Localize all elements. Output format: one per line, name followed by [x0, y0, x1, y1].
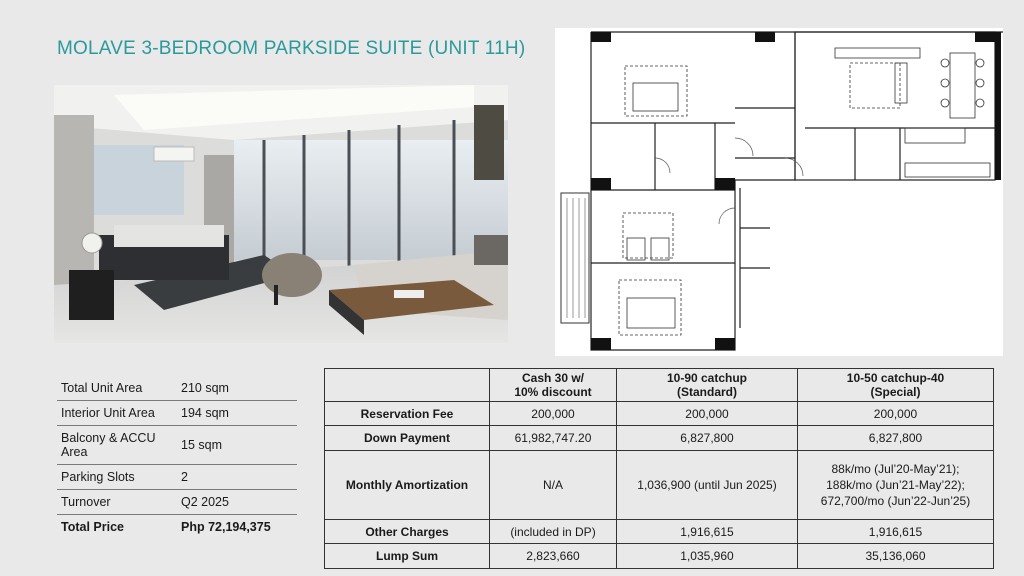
- cell-value: (included in DP): [490, 520, 617, 544]
- header-standard: [617, 369, 798, 402]
- cell-value: 6,827,800: [798, 426, 994, 450]
- unit-specs-table: [57, 376, 297, 539]
- spec-row: [57, 490, 297, 515]
- row-label: Reservation Fee: [325, 402, 490, 426]
- pricing-row-monthly-amortization: [325, 450, 994, 519]
- pricing-row-lump-sum: [325, 544, 994, 569]
- header-cash: [490, 369, 617, 402]
- header-line: Cash 30 w/: [521, 371, 585, 385]
- pricing-row-other-charges: [325, 520, 994, 544]
- cell-value: 1,916,615: [617, 520, 798, 544]
- spec-label: Parking Slots: [57, 465, 177, 490]
- interior-photo: [54, 85, 508, 343]
- cell-value: 6,827,800: [617, 426, 798, 450]
- cell-line: 188k/mo (Jun’21-May’22);: [826, 477, 965, 492]
- spec-row: [57, 376, 297, 401]
- header-special: [798, 369, 994, 402]
- spec-row: [57, 465, 297, 490]
- row-label: Down Payment: [325, 426, 490, 450]
- header-corner-cell: [325, 369, 490, 402]
- row-label: Lump Sum: [325, 544, 490, 569]
- header-line: 10-50 catchup-40: [846, 371, 945, 385]
- spec-label: Interior Unit Area: [57, 401, 177, 426]
- header-line: (Standard): [677, 385, 737, 399]
- header-line: (Special): [870, 385, 921, 399]
- cell-value: 200,000: [617, 402, 798, 426]
- spec-label: Balcony & ACCU Area: [57, 426, 177, 465]
- cell-line: 88k/mo (Jul’20-May’21);: [831, 461, 960, 476]
- spec-value: 210 sqm: [177, 376, 297, 401]
- pricing-row-down-payment: [325, 426, 994, 450]
- spec-value: Q2 2025: [177, 490, 297, 515]
- cell-value: 200,000: [798, 402, 994, 426]
- spec-value: 2: [177, 465, 297, 490]
- spec-row: [57, 426, 297, 465]
- spec-value: 194 sqm: [177, 401, 297, 426]
- spec-row: [57, 401, 297, 426]
- floor-plan: [555, 28, 1003, 356]
- cell-value: 61,982,747.20: [490, 426, 617, 450]
- row-label: Other Charges: [325, 520, 490, 544]
- total-price-value: Php 72,194,375: [181, 520, 271, 534]
- total-price-label: Total Price: [61, 520, 124, 534]
- cell-value-multiline: [798, 450, 994, 519]
- cell-line: 672,700/mo (Jun’22-Jun’25): [820, 494, 971, 509]
- spec-label: Total Unit Area: [57, 376, 177, 401]
- cell-value: 2,823,660: [490, 544, 617, 569]
- header-line: 10-90 catchup: [666, 371, 748, 385]
- cell-value: 1,036,900 (until Jun 2025): [617, 450, 798, 519]
- cell-value: 35,136,060: [798, 544, 994, 569]
- header-line: 10% discount: [514, 385, 592, 399]
- pricing-header-row: [325, 369, 994, 402]
- total-price-row: [57, 515, 297, 540]
- cell-value: N/A: [490, 450, 617, 519]
- cell-value: 200,000: [490, 402, 617, 426]
- cell-value: 1,916,615: [798, 520, 994, 544]
- payment-terms-table: [324, 368, 994, 569]
- cell-value: 1,035,960: [617, 544, 798, 569]
- spec-label: Turnover: [57, 490, 177, 515]
- row-label: Monthly Amortization: [325, 450, 490, 519]
- pricing-row-reservation-fee: [325, 402, 994, 426]
- spec-value: 15 sqm: [177, 426, 297, 465]
- page-title: MOLAVE 3-BEDROOM PARKSIDE SUITE (UNIT 11H): [57, 38, 526, 59]
